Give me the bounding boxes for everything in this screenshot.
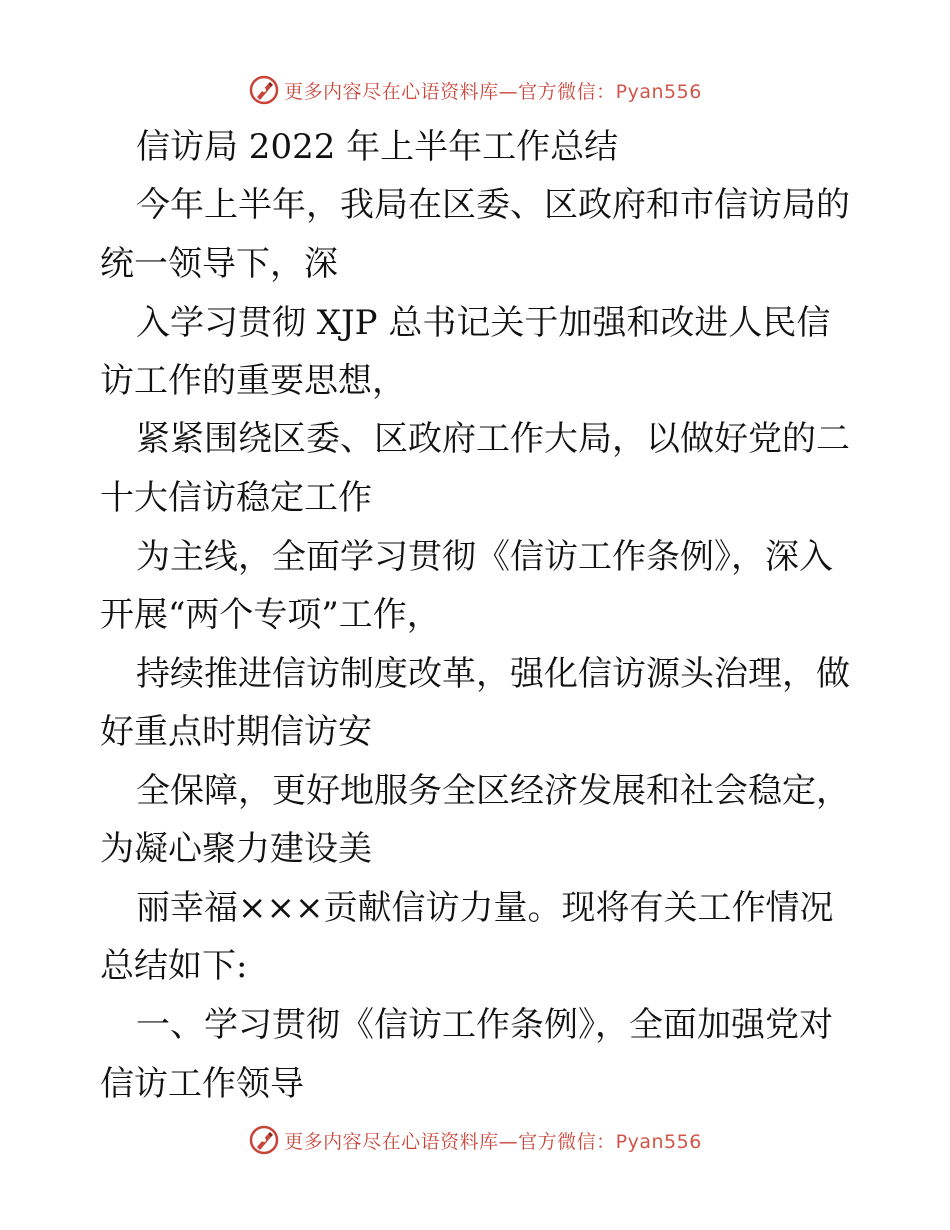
paragraph-line: 为主线，全面学习贯彻《信访工作条例》，深入: [136, 537, 833, 577]
pen-circle-logo-icon: [248, 1124, 280, 1156]
paragraph-line: 紧紧围绕区委、区政府工作大局，以做好党的二: [136, 419, 850, 459]
paragraph-line: 开展“两个专项”工作，: [100, 595, 441, 635]
paragraph-line: 统一领导下，深: [100, 244, 338, 284]
watermark-account: Pyan556: [615, 80, 702, 103]
paragraph-line: 好重点时期信访安: [100, 712, 372, 752]
paragraph-line: 为凝心聚力建设美: [100, 829, 372, 869]
paragraph-line: 今年上半年，我局在区委、区政府和市信访局的: [136, 185, 850, 225]
watermark-account: Pyan556: [615, 1130, 702, 1153]
paragraph-line: 总结如下:: [100, 946, 248, 986]
pen-circle-logo-icon: [248, 74, 280, 106]
section-heading-line: 一、学习贯彻《信访工作条例》，全面加强党对: [136, 1005, 833, 1045]
section-heading-line: 信访工作领导: [100, 1064, 304, 1104]
header-watermark: [0, 70, 950, 110]
paragraph-line: 持续推进信访制度改革，强化信访源头治理，做: [136, 654, 850, 694]
watermark-text: 更多内容尽在心语资料库—官方微信：Pyan556: [284, 80, 702, 103]
paragraph-line: 丽幸福×××贡献信访力量。现将有关工作情况: [136, 888, 834, 928]
document-title: 信访局 2022 年上半年工作总结: [136, 127, 619, 167]
paragraph-line: 全保障，更好地服务全区经济发展和社会稳定，: [136, 771, 850, 811]
paragraph-line: 十大信访稳定工作: [100, 478, 372, 518]
watermark-text: 更多内容尽在心语资料库—官方微信：Pyan556: [284, 1130, 702, 1153]
paragraph-line: 入学习贯彻 XJP 总书记关于加强和改进人民信: [136, 303, 831, 343]
paragraph-line: 访工作的重要思想，: [100, 361, 406, 401]
footer-watermark: [0, 1120, 950, 1160]
